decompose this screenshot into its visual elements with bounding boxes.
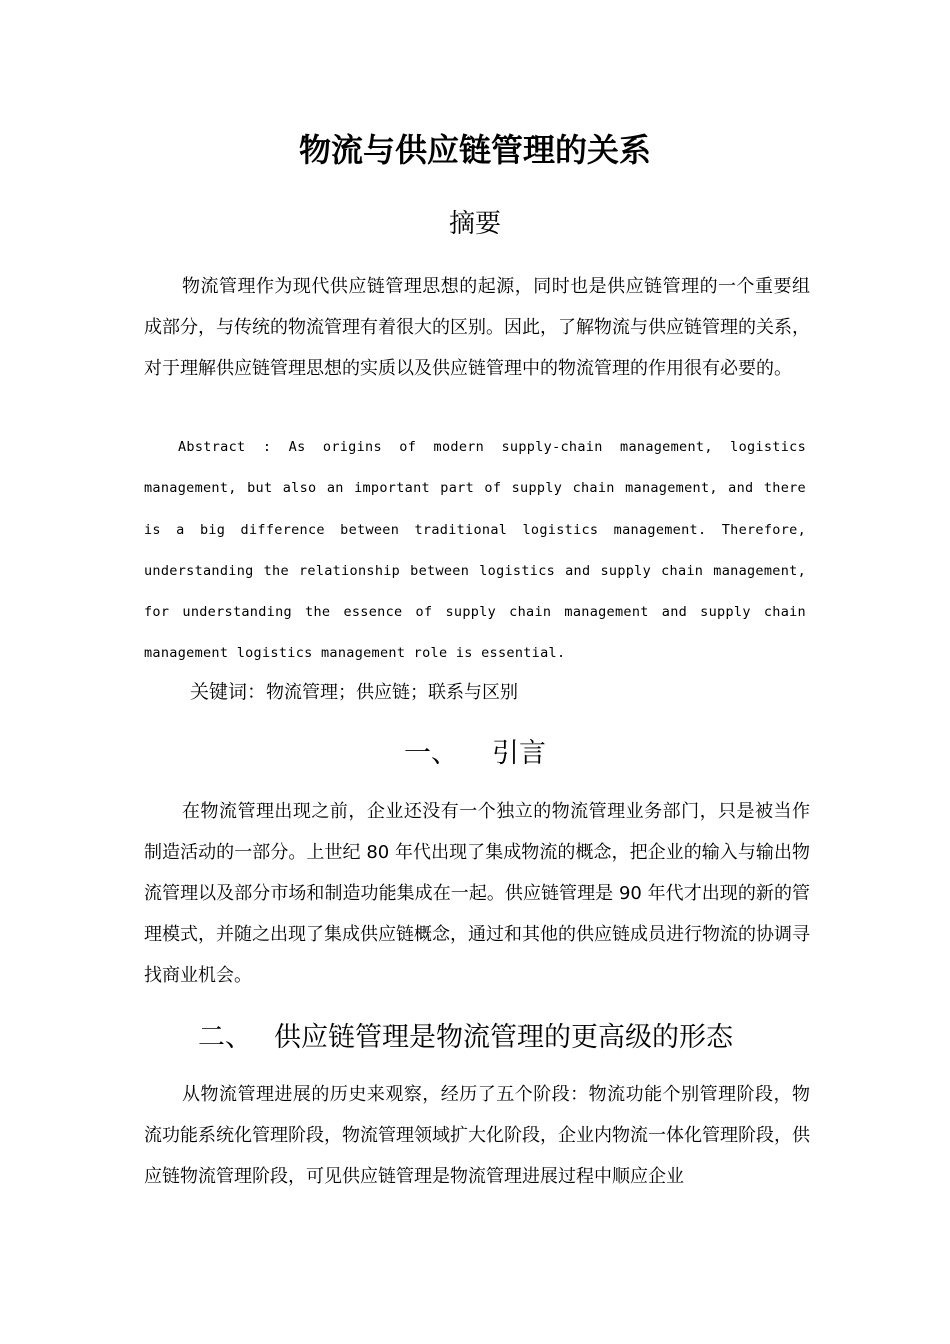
section-1-number: 一、 [404,738,458,769]
section-2-number: 二、 [198,1022,252,1053]
document-title: 物流与供应链管理的关系 [298,131,651,169]
section-2-title: 供应链管理是物流管理的更高级的形态 [274,1022,733,1053]
section-1-body: 在物流管理出现之前，企业还没有一个独立的物流管理业务部门，只是被当作制造活动的一部分。上世纪 80 年代出现了集成物流的概念，把企业的输入与输出物流管理以及部分市场和制造功能集成在一起。供应链管理是 90 年代才出现的新的管理模式，并随之出现了集成供应链概念，通过和其他的供应链成员进行物流的协调寻找商业机会。 [144,801,810,986]
keywords-text: 物流管理；供应链；联系与区别 [266,682,519,703]
section-1-heading [0,732,950,776]
section-2-body: 从物流管理进展的历史来观察，经历了五个阶段：物流功能个别管理阶段，物流功能系统化管理阶段，物流管理领域扩大化阶段，企业内物流一体化管理阶段，供应链物流管理阶段，可见供应链管理是物流管理进展过程中顺应企业 [144,1084,810,1187]
keywords-line [190,674,518,711]
section-2-heading [198,1016,733,1060]
section-1-title: 引言 [492,738,546,769]
keywords-label: 关键词： [190,681,267,703]
abstract-chinese: 物流管理作为现代供应链管理思想的起源，同时也是供应链管理的一个重要组成部分，与传统的物流管理有着很大的区别。因此，了解物流与供应链管理的关系，对于理解供应链管理思想的实质以及供应链管理中的物流管理的作用很有必要的。 [144,276,810,379]
abstract-heading: 摘要 [448,209,501,239]
abstract-english: Abstract : As origins of modern supply-chain management, logistics management, but also an important part of supply chain management, and there is a big difference between traditional logistics management. Therefore, understanding the relationship between logistics and supply chain management, for understanding the essence of supply chain management and supply chain management logistics management role is essential. [144,439,806,662]
